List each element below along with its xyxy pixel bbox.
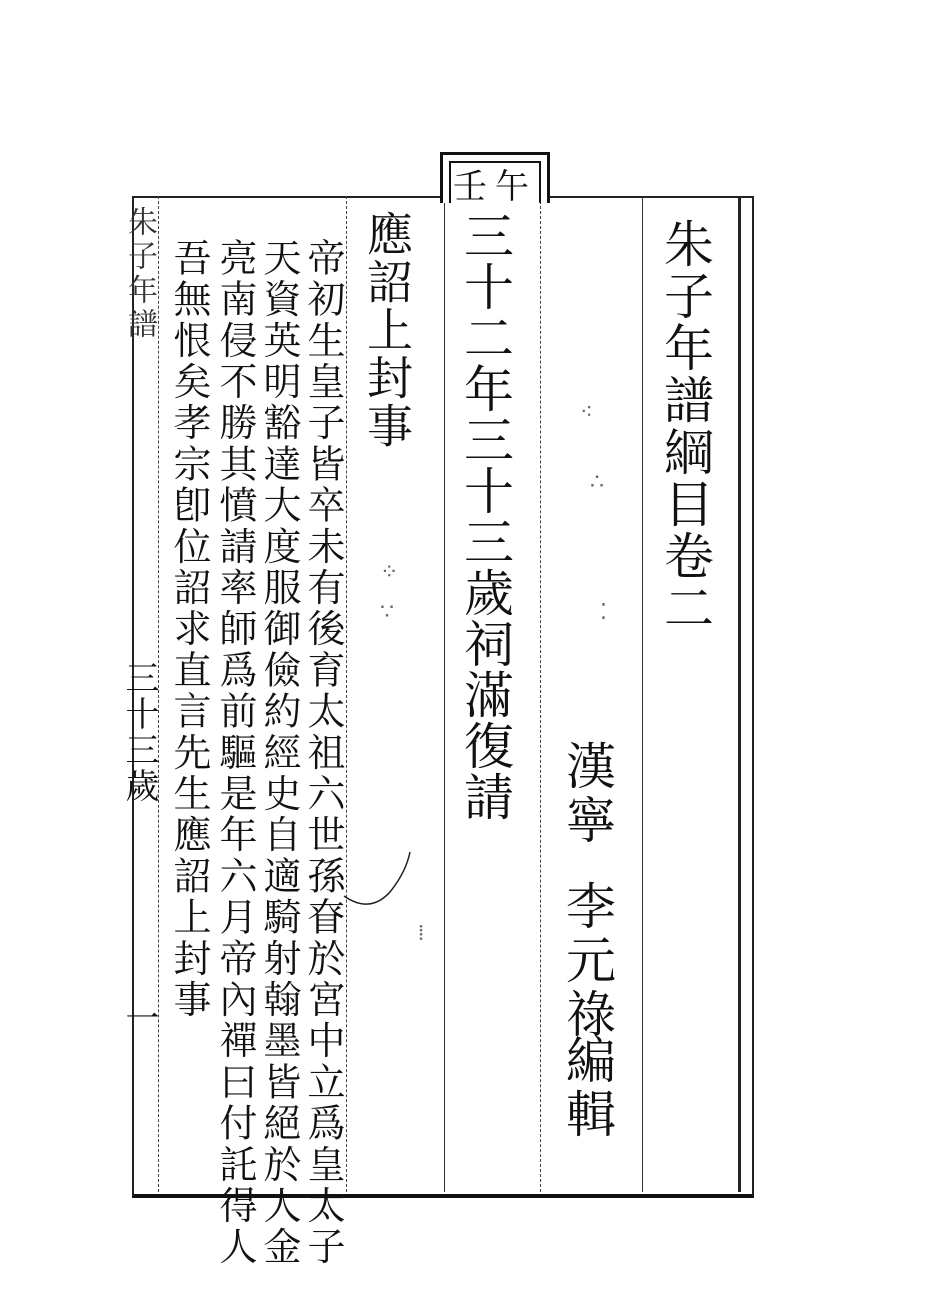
page-border-inner-right <box>738 196 745 1192</box>
book-title: 朱子年譜綱目卷二 <box>656 218 714 634</box>
entry-subheading: 應詔上封事 <box>360 210 414 450</box>
entry-heading: 三十二年三十三歲祠滿復請 <box>456 210 514 822</box>
body-text-column: 帝初生皇子皆卒未有後育太祖六世孫眘於宮中立爲皇太子 <box>301 238 345 1268</box>
margin-page-number: 一 <box>119 1000 159 1034</box>
ink-stroke-mark <box>340 852 420 912</box>
body-text-column: 吾無恨矣孝宗卽位詔求直言先生應詔上封事 <box>167 238 211 1021</box>
column-rule <box>642 196 643 1192</box>
ink-smudge: ∵ <box>380 600 394 625</box>
margin-running-title: 朱子年譜 <box>122 206 157 342</box>
ink-smudge: ⁖ <box>580 400 593 425</box>
column-rule <box>540 196 541 1192</box>
author-name: 李元祿 <box>558 880 616 1042</box>
ink-smudge: ∴ <box>590 470 604 495</box>
column-rule <box>346 196 347 1192</box>
body-text-column: 天資英明豁達大度服御儉約經史自適騎射翰墨皆絕於人金 <box>257 238 301 1268</box>
ink-smudge: ⁞ <box>418 921 425 946</box>
margin-age: 三十三歲 <box>119 660 159 804</box>
body-text-column: 亮南侵不勝其憤請率師爲前驅是年六月帝內禪曰付託得人 <box>213 238 257 1268</box>
ink-smudge: ⁚ <box>600 600 607 625</box>
author-place: 漢寧 <box>558 740 616 848</box>
ink-smudge: ⁘ <box>380 560 399 585</box>
year-tab-label: 壬午 <box>449 161 541 203</box>
year-tab <box>440 152 550 207</box>
column-rule <box>444 196 445 1192</box>
author-role: 編輯 <box>558 1034 616 1142</box>
